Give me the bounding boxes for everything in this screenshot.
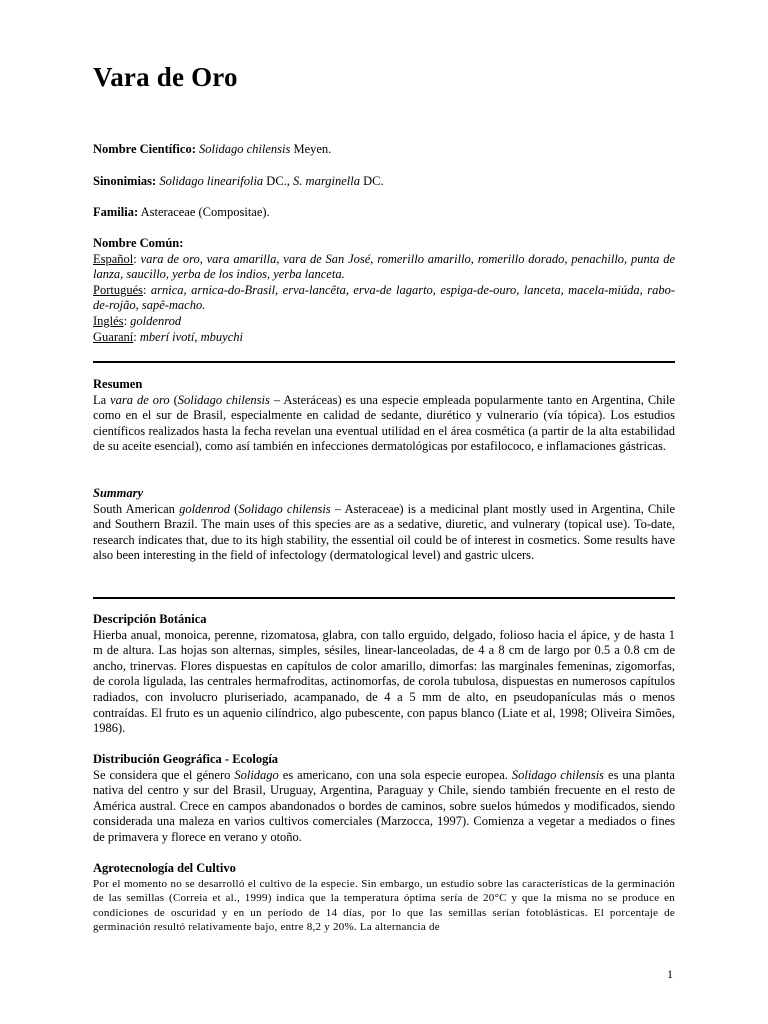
resumen-text-italic: vara de oro — [110, 392, 170, 407]
resumen-text: La — [93, 392, 111, 407]
resumen-heading: Resumen — [93, 377, 143, 391]
synonym-2-author: DC. — [359, 174, 384, 188]
summary-section — [93, 486, 675, 564]
common-name-list: vara de oro, vara amarilla, vara de San José, romerillo amarillo, romerillo dorado, penachillo, punta de lanza, saucillo, yerba de los indios, yerba lanceta. — [93, 251, 675, 282]
resumen-section — [93, 377, 675, 455]
language-label: Español — [93, 251, 134, 266]
page-title: Vara de Oro — [93, 62, 238, 92]
common-name-guarani: Guaraní: mberí ivotí, mbuychi — [93, 329, 243, 344]
scientific-author: Meyen. — [290, 142, 332, 156]
summary-text-italic: Solidago chilensis — [238, 501, 331, 516]
common-name-portuguese: Portugués: arnica, arnica-do-Brasil, erva-lancêta, erva-de lagarto, espiga-de-ouro, lanceta, macela-miúda, rabo-de-rojão, sapê-macho. — [93, 282, 675, 313]
common-name-english: Inglés: goldenrod — [93, 313, 182, 328]
distribucion-text: Se considera que el género — [93, 767, 235, 782]
resumen-text: ( — [169, 392, 178, 407]
descripcion-heading: Descripción Botánica — [93, 612, 207, 626]
summary-text-italic: goldenrod — [179, 501, 230, 516]
common-name-list: arnica, arnica-do-Brasil, erva-lancêta, erva-de lagarto, espiga-de-ouro, lanceta, macela-miúda, rabo-de-rojão, sapê-macho. — [93, 282, 675, 313]
page-number: 1 — [667, 967, 673, 981]
common-name-list: goldenrod — [130, 313, 182, 328]
agrotecnologia-heading: Agrotecnología del Cultivo — [93, 861, 236, 875]
language-label: Portugués — [93, 282, 143, 297]
descripcion-text: Hierba anual, monoica, perenne, rizomatosa, glabra, con tallo erguido, delgado, folioso hacia el ápice, y de hasta 1 m de altura. Las hojas son alternas, simples, sésiles, linear-lanceoladas, de 4 a 8 cm de largo por 0.5 a 0.8 cm de ancho, trinervas. Flores dispuestas en capítulos de color amarillo, dimorfas: las marginales femeninas, zigomorfas, de corola ligulada, las centrales hermafroditas, actinomorfas, de corola tubulosa, dispuestas en numerosos capítulos radiados, con involucro pluriseriado, acampanado, de 4 a 5 mm de alto, en pseudopanículas más o menos contraídas. El fruto es un aquenio cilíndrico, algo pubescente, con papus blanco (Liate et al, 1998; Oliveira Simões, 1986). — [93, 627, 675, 736]
language-label: Inglés — [93, 313, 124, 328]
scientific-name-label: Nombre Científico: — [93, 142, 196, 156]
distribucion-section — [93, 752, 675, 846]
common-name-spanish: Español: vara de oro, vara amarilla, vara de San José, romerillo amarillo, romerillo dorado, penachillo, punta de lanza, saucillo, yerba de los indios, yerba lanceta. — [93, 251, 675, 282]
resumen-text: – Asteráceas) es una especie empleada popularmente tanto en Argentina, Chile como en el sur de Brasil, especialmente en calidad de sedante, diurético y vulnerario (vía tópica). Los estudios científicos realizados hasta la fecha revelan una eventual utilidad en el área cosmética (a partir de la alta estabilidad de su aceite esencial), como así también en infecciones dermatológicas por estafilococo, e inflamaciones gástricas. — [93, 392, 675, 454]
synonym-2: S. marginella — [293, 174, 360, 188]
distribucion-text-italic: Solidago chilensis — [511, 767, 605, 782]
resumen-text-italic: Solidago chilensis — [177, 392, 270, 407]
section-divider — [93, 597, 675, 599]
synonym-1-author: DC., — [263, 174, 294, 188]
synonym-1: Solidago linearifolia — [159, 174, 264, 188]
common-names-label: Nombre Común: — [93, 236, 184, 250]
distribucion-text: es una planta nativa del centro y sur del Brasil, Uruguay, Argentina, Paraguay y Chile, siendo también frecuente en el resto de América austral. Crece en campos abandonados o bordes de caminos, sobre suelos húmedos y modificados, siendo considerada una maleza en varios cultivos comerciales (Marzocca, 1997). Comienza a vegetar a mediados o fines de primavera y florece en verano y otoño. — [93, 767, 675, 844]
common-name-list: mberí ivotí, mbuychi — [139, 329, 243, 344]
distribucion-heading: Distribución Geográfica - Ecología — [93, 752, 279, 766]
distribucion-text-italic: Solidago — [234, 767, 279, 782]
family-line — [93, 205, 675, 221]
synonyms-line — [93, 174, 675, 190]
agrotecnologia-text: Por el momento no se desarrolló el cultivo de la especie. Sin embargo, un estudio sobre las características de la germinación de las semillas (Correia et al., 1999) indica que la temperatura óptima sería de 20°C y que la misma no se produce en condiciones de oscuridad y en un período de 14 días, por lo que las semillas serían fotoblásticas. El porcentaje de germinación resultó relativamente bajo, entre 8,2 y 20%. La alternancia de — [93, 877, 675, 934]
summary-heading: Summary — [93, 486, 144, 500]
synonyms-label: Sinonimias: — [93, 174, 157, 188]
family-value: Asteraceae (Compositae). — [138, 205, 270, 219]
summary-text: South American — [93, 501, 180, 516]
scientific-name: Solidago chilensis — [199, 142, 291, 156]
distribucion-text: es americano, con una sola especie europea. — [278, 767, 512, 782]
language-label: Guaraní — [93, 329, 134, 344]
summary-text: ( — [230, 501, 239, 516]
common-names-section — [93, 236, 675, 345]
section-divider — [93, 361, 675, 363]
summary-text: – Asteraceae) is a medicinal plant mostly used in Argentina, Chile and Southern Brazil. The main uses of this species are as a sedative, diuretic, and vulnerary (topical use). To-date, research indicates that, due to its high stability, the essential oil could be of interest in cosmetics. Some results have also been interesting in the field of infectology (dermatological level) and gastric ulcers. — [93, 501, 675, 563]
scientific-name-line — [93, 142, 675, 158]
descripcion-section — [93, 612, 675, 737]
family-label: Familia: — [93, 205, 139, 219]
agrotecnologia-section — [93, 861, 675, 935]
